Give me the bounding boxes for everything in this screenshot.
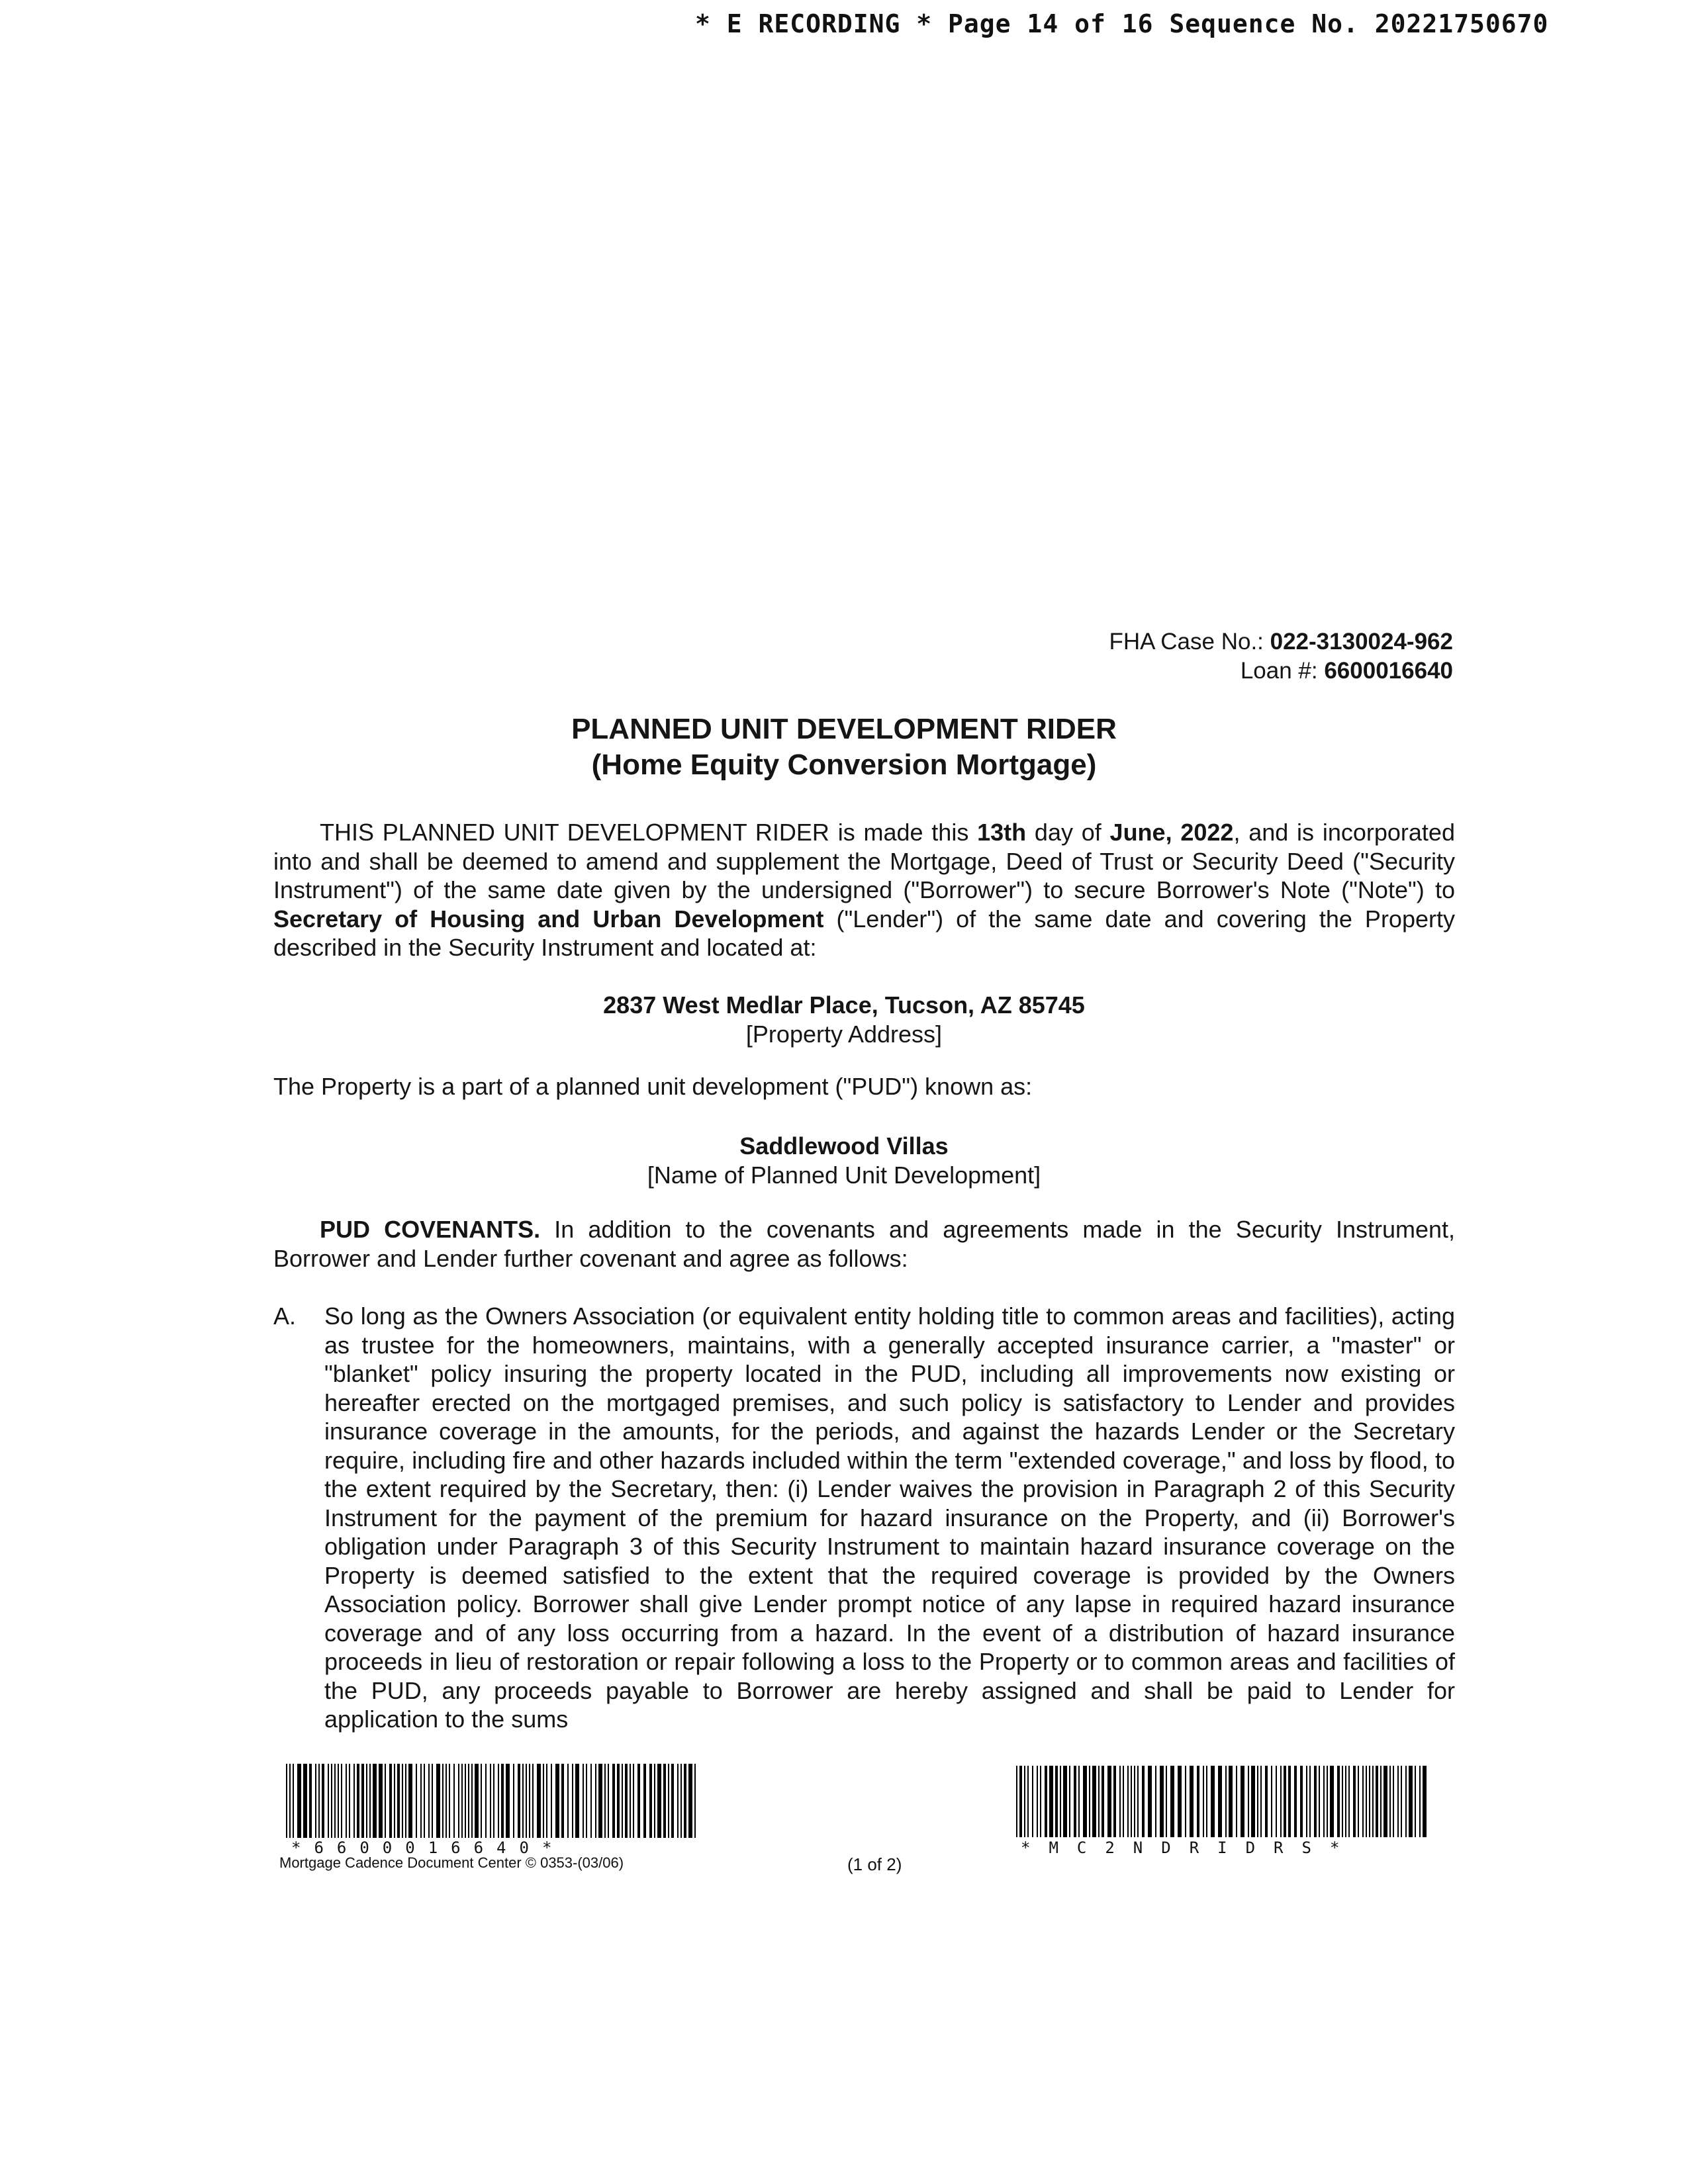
barcode-bar [1089,1766,1090,1837]
barcode-bar [1027,1766,1029,1837]
recording-header: * E RECORDING * Page 14 of 16 Sequence No. 20221750670 [695,9,1549,38]
barcode-bar [1040,1766,1041,1837]
barcode-bar [1074,1766,1076,1837]
barcode-bar [1119,1766,1121,1837]
barcode-bar [583,1764,584,1838]
barcode-bar [416,1764,417,1838]
barcode-bar [1185,1766,1186,1837]
item-letter: A. [273,1302,297,1330]
barcode-bar [1376,1766,1378,1837]
barcode-bar [1409,1766,1413,1837]
barcode-bar [1024,1766,1025,1837]
barcode-bar [1288,1766,1291,1837]
barcode-bar [1037,1766,1038,1837]
barcode-bar [595,1764,596,1838]
barcode-bar [1131,1766,1132,1837]
barcode-bar [1366,1766,1367,1837]
barcode-bar [1160,1766,1164,1837]
barcode-bar [357,1764,359,1838]
barcode-bar [1405,1766,1407,1837]
barcode-bar [318,1764,320,1838]
barcode-bar [1083,1766,1087,1837]
barcode-bar [346,1764,347,1838]
pud-name-block [0,1132,1688,1190]
barcode-bar [328,1764,329,1838]
barcode-bar [361,1764,364,1838]
barcode-bar [334,1764,336,1838]
barcode-bar [475,1764,479,1838]
barcode-bar [604,1764,606,1838]
barcode-bar [1225,1766,1227,1837]
title-line-1: PLANNED UNIT DEVELOPMENT RIDER [571,713,1117,745]
barcode-bar [1415,1766,1416,1837]
barcode-bar [369,1764,371,1838]
barcode-bar [1327,1766,1328,1837]
barcode-bar [428,1764,430,1838]
barcode-bar [1372,1766,1374,1837]
barcode-bar [501,1764,504,1838]
barcode-bar [643,1764,646,1838]
barcode-bar [385,1764,386,1838]
barcode-bar [518,1764,520,1838]
barcode-bar [468,1764,469,1838]
barcode-bar [1306,1766,1307,1837]
barcode-bar [1148,1766,1152,1837]
barcode-bar [424,1764,425,1838]
barcode-bar [1045,1766,1047,1837]
loan-number-line [1109,657,1453,686]
barcode-bar [366,1764,367,1838]
barcode-bar [677,1764,679,1838]
form-barcode-text: *MC2NDRIDRS* [1021,1839,1358,1857]
intro-text-1: THIS PLANNED UNIT DEVELOPMENT RIDER is made this [320,819,978,846]
barcode-bar [1063,1766,1067,1837]
fha-case-number: 022-3130024-962 [1270,629,1453,655]
barcode-bar [1319,1766,1320,1837]
barcode-bar [1155,1766,1156,1837]
barcode-bar [1229,1766,1233,1837]
barcode-bar [1203,1766,1204,1837]
property-address-caption: [Property Address] [745,1021,943,1048]
fha-case-line [1109,627,1453,657]
barcode-bar [1342,1766,1343,1837]
loan-barcode [286,1764,696,1838]
barcode-bar [493,1764,494,1838]
barcode-bar [684,1764,686,1838]
barcode-bar [622,1764,623,1838]
barcode-bar [485,1764,487,1838]
barcode-bar [1383,1766,1387,1837]
barcode-bar [1241,1766,1244,1837]
barcode-bar [1098,1766,1100,1837]
property-address-block [0,991,1688,1049]
barcode-bar [338,1764,339,1838]
pud-covenants-paragraph [273,1215,1455,1273]
barcode-bar [397,1764,400,1838]
barcode-bar [529,1764,530,1838]
barcode-bar [297,1764,301,1838]
barcode-bar [506,1764,510,1838]
barcode-bar [567,1764,569,1838]
barcode-bar [608,1764,609,1838]
barcode-bar [1257,1766,1258,1837]
barcode-bar [498,1764,499,1838]
pud-name-caption: [Name of Planned Unit Development] [647,1161,1041,1189]
barcode-bar [1142,1766,1145,1837]
barcode-bar [543,1764,544,1838]
case-info [1109,627,1453,686]
barcode-bar [671,1764,674,1838]
barcode-bar [513,1764,514,1838]
form-barcode [1016,1766,1427,1837]
barcode-bar [453,1764,455,1838]
fha-case-label: FHA Case No.: [1109,629,1270,655]
barcode-bar [353,1764,355,1838]
barcode-bar [1092,1766,1096,1837]
barcode-bar [532,1764,534,1838]
covenants-heading: PUD COVENANTS. [320,1216,541,1243]
barcode-bar [1284,1766,1286,1837]
barcode-bar [668,1764,669,1838]
barcode-bar [1190,1766,1194,1837]
barcode-bar [303,1764,307,1838]
barcode-bar [1078,1766,1080,1837]
barcode-bar [586,1764,587,1838]
barcode-bar [537,1764,541,1838]
barcode-bar [1314,1766,1317,1837]
barcode-bar [1423,1766,1427,1837]
barcode-bar [1280,1766,1282,1837]
barcode-bar [1206,1766,1207,1837]
barcode-bar [1337,1766,1340,1837]
barcode-bar [402,1764,403,1838]
barcode-bar [1197,1766,1199,1837]
barcode-bar [1393,1766,1394,1837]
barcode-bar [289,1764,291,1838]
barcode-bar [373,1764,377,1838]
barcode-bar [445,1764,447,1838]
barcode-bar [1265,1766,1268,1837]
barcode-bar [481,1764,482,1838]
covenant-item-a [273,1302,1455,1734]
barcode-bar [331,1764,332,1838]
barcode-bar [1016,1766,1017,1837]
loan-number: 6600016640 [1324,658,1453,684]
intro-text-2: day of [1026,819,1110,846]
barcode-bar [633,1764,634,1838]
barcode-bar [286,1764,287,1838]
barcode-bar [1102,1766,1104,1837]
barcode-bar [1401,1766,1402,1837]
barcode-bar [1107,1766,1111,1837]
barcode-bar [1113,1766,1116,1837]
barcode-bar [309,1764,312,1838]
barcode-bar [1276,1766,1277,1837]
loan-label: Loan #: [1240,658,1325,684]
barcode-bar [1260,1766,1262,1837]
barcode-bar [1137,1766,1139,1837]
barcode-bar [1248,1766,1249,1837]
barcode-bar [408,1764,412,1838]
barcode-bar [394,1764,395,1838]
property-address: 2837 West Medlar Place, Tucson, AZ 85745 [603,991,1085,1019]
barcode-bar [1069,1766,1070,1837]
barcode-bar [688,1764,692,1838]
barcode-bar [465,1764,466,1838]
barcode-bar [598,1764,602,1838]
barcode-bar [694,1764,696,1838]
barcode-bar [315,1764,316,1838]
barcode-bar [1380,1766,1382,1837]
form-footer-label: Mortgage Cadence Document Center © 0353-(03/06) [279,1854,624,1871]
barcode-bar [546,1764,547,1838]
title-line-2: (Home Equity Conversion Mortgage) [591,749,1097,781]
barcode-bar [449,1764,450,1838]
barcode-bar [1353,1766,1356,1837]
barcode-bar [663,1764,666,1838]
barcode-bar [526,1764,527,1838]
barcode-bar [1123,1766,1124,1837]
barcode-bar [680,1764,682,1838]
barcode-bar [1049,1766,1053,1837]
barcode-bar [471,1764,473,1838]
barcode-bar [625,1764,628,1838]
pud-known-as: The Property is a part of a planned unit development ("PUD") known as: [273,1073,1033,1100]
loan-barcode-text: *6600016640* [291,1839,565,1857]
barcode-bar [420,1764,422,1838]
barcode-bar [590,1764,592,1838]
barcode-bar [522,1764,524,1838]
barcode-bar [1330,1766,1334,1837]
barcode-bar [322,1764,324,1838]
intro-paragraph [273,818,1455,962]
barcode-bar [1389,1766,1391,1837]
barcode-bar [630,1764,631,1838]
barcode-bar [1236,1766,1237,1837]
barcode-bar [461,1764,463,1838]
barcode-bar [561,1764,564,1838]
barcode-bar [1345,1766,1346,1837]
barcode-bar [1300,1766,1303,1837]
barcode-bar [1060,1766,1061,1837]
barcode-bar [612,1764,615,1838]
rider-day: 13th [977,819,1027,846]
barcode-bar [490,1764,491,1838]
barcode-bar [1348,1766,1350,1837]
barcode-bar [1309,1766,1311,1837]
item-a-text: So long as the Owners Association (or equivalent entity holding title to common areas and facilities), acting as trustee for the homeowners, maintains, with a generally accepted insurance carrier, a "master" or "blanket" policy insuring the property located in the PUD, including all improvements now existing or hereafter erected on the mortgaged premises, and such policy is satisfactory to Lender and provides insurance coverage in the amounts, for the periods, and against the hazards Lender or the Secretary require, including fire and other hazards included within the term "extended coverage," and loss by flood, to the extent required by the Secretary, then: (i) Lender waives the provision in Paragraph 2 of this Security Instrument for the payment of the premium for hazard insurance on the Property, and (ii) Borrower's obligation under Paragraph 3 of this Security Instrument to maintain hazard insurance coverage on the Property is deemed satisfied to the extent that the required coverage is provided by the Owners Association policy. Borrower shall give Lender prompt notice of any lapse in required hazard insurance coverage and of any loss occurring from a hazard. In the event of a distribution of hazard insurance proceeds in lieu of restoration or repair following a loss to the Property or to common areas and facilities of the PUD, any proceeds payable to Borrower are hereby assigned and shall be paid to Lender for application to the sums [324,1302,1455,1733]
barcode-bar [1323,1766,1325,1837]
barcode-bar [349,1764,350,1838]
barcode-bar [1362,1766,1364,1837]
barcode-bar [654,1764,655,1838]
page-count: (1 of 2) [847,1854,902,1874]
barcode-bar [1170,1766,1174,1837]
barcode-bar [1055,1766,1058,1837]
barcode-bar [572,1764,573,1838]
barcode-bar [458,1764,459,1838]
barcode-bar [1369,1766,1370,1837]
barcode-bar [1397,1766,1399,1837]
barcode-bar [442,1764,444,1838]
barcode-bar [1251,1766,1255,1837]
barcode-bar [1294,1766,1297,1837]
barcode-bar [293,1764,294,1838]
barcode-bar [1271,1766,1272,1837]
barcode-bar [1178,1766,1182,1837]
barcode-bar [379,1764,383,1838]
document-title [0,711,1688,783]
barcode-bar [637,1764,640,1838]
rider-date: June, 2022 [1109,819,1234,846]
barcode-bar [432,1764,433,1838]
barcode-bar [341,1764,342,1838]
barcode-bar [389,1764,392,1838]
intro-text-4: ("Lender") of the same date and covering the Property described in the Security Instrument and located at: [273,905,1455,961]
barcode-bar [1127,1766,1129,1837]
barcode-bar [1211,1766,1215,1837]
barcode-bar [405,1764,406,1838]
covenants-text: In addition to the covenants and agreements made in the Security Instrument, Borrower and Lender further covenant and agree as follows: [273,1216,1456,1272]
barcode-bar [555,1764,559,1838]
pud-name: Saddlewood Villas [739,1132,949,1160]
barcode-bar [551,1764,552,1838]
barcode-bar [1358,1766,1359,1837]
barcode-bar [617,1764,620,1838]
barcode-bar [1166,1766,1167,1837]
barcode-bar [1019,1766,1022,1837]
intro-text-3: , and is incorporated into and shall be deemed to amend and supplement the Mortgage, Deed of Trust or Security Deed ("Security Instrument") of the same date given by the undersigned ("Borrower") to secure Borrower's Note ("Note") to [273,819,1455,903]
barcode-bar [1134,1766,1135,1837]
barcode-bar [575,1764,579,1838]
barcode-bar [649,1764,652,1838]
barcode-bar [1032,1766,1033,1837]
barcode-bar [436,1764,440,1838]
barcode-bar [1419,1766,1421,1837]
barcode-bar [1218,1766,1222,1837]
barcode-bar [657,1764,661,1838]
lender-name: Secretary of Housing and Urban Development [273,905,824,933]
